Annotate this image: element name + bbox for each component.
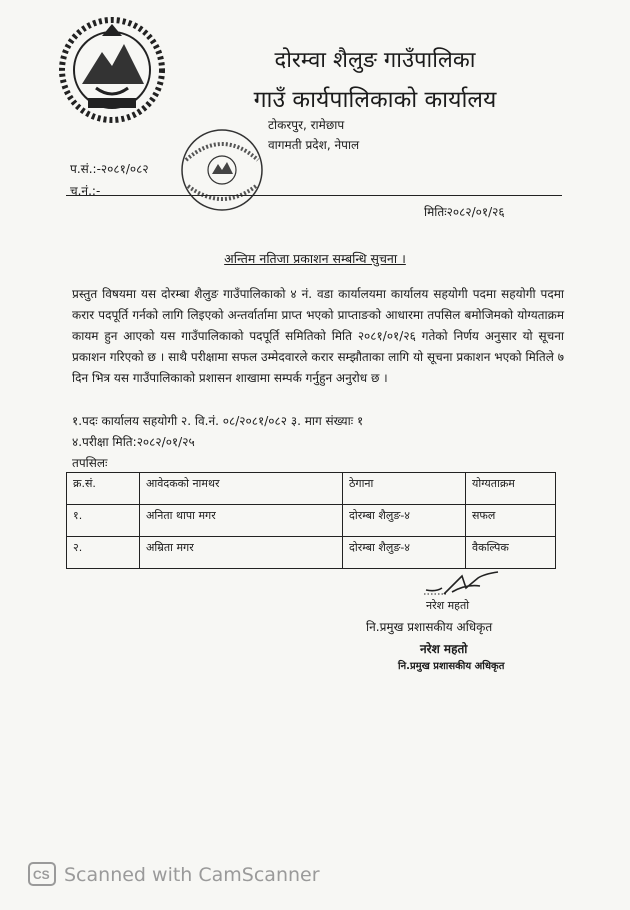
cell-serial: १. xyxy=(67,505,140,537)
cell-merit: वैकल्पिक xyxy=(466,537,556,569)
col-serial: क्र.सं. xyxy=(67,473,140,505)
notice-subject: अन्तिम नतिजा प्रकाशन सम्बन्धि सुचना । xyxy=(224,251,406,266)
signature-stamp-name: नरेश महतो xyxy=(420,642,468,656)
table-row xyxy=(67,537,556,569)
svg-text:CS: CS xyxy=(33,868,50,882)
cell-address: दोरम्बा शैलुङ-४ xyxy=(343,505,466,537)
notice-body: प्रस्तुत विषयमा यस दोरम्बा शैलुङ गाउँपालिकाको ४ नं. वडा कार्यालयमा कार्यालय सहयोगी पदमा सहयोगी पदमा करार पदपूर्ति गर्नको लागि लिइएको अन्तर्वार्तामा प्राप्त भएको प्राप्ताङको आधारमा तपसिल बमोजिमको योग्यताक्रम कायम हुन आएको यस गाउँपालिकाको पदपूर्ति समितिको मिति २०८१/०१/२६ गतेको निर्णय अनुसार यो सूचना प्रकाशन गरिएको छ । साथै परीक्षामा सफल उम्मेदवारले करार सम्झौताका लागि यो सूचना प्रकाशन भएको मितिले ७ दिन भित्र यस गाउँपालिकाको प्रशासन शाखामा सम्पर्क गर्नुहुन अनुरोध छ । xyxy=(72,287,564,385)
cell-name: अनिता थापा मगर xyxy=(140,505,343,537)
header-divider xyxy=(66,195,562,196)
table-row xyxy=(67,505,556,537)
office-round-stamp xyxy=(170,126,274,214)
cell-merit: सफल xyxy=(466,505,556,537)
cell-serial: २. xyxy=(67,537,140,569)
col-name: आवेदकको नामथर xyxy=(140,473,343,505)
post-details: १.पदः कार्यालय सहयोगी २. वि.नं. ०८/२०८१/०८२ ३. माग संख्याः १ xyxy=(72,414,364,428)
scanner-watermark: Scanned with CamScanner xyxy=(64,864,320,886)
dispatch-number: च.नं.:- xyxy=(70,184,101,198)
handwritten-signature xyxy=(422,566,502,602)
municipality-name: दोरम्वा शैलुङ गाउँपालिका xyxy=(274,48,476,73)
exam-date: ४.परीक्षा मिति:२०८२/०१/२५ xyxy=(72,435,195,449)
cell-name: अम्रिता मगर xyxy=(140,537,343,569)
table-header-row xyxy=(67,473,556,505)
notice-date: मितिः२०८२/०१/२६ xyxy=(424,205,505,219)
address-line-1: टोकरपुर, रामेछाप xyxy=(268,118,345,132)
camscanner-icon xyxy=(28,862,56,886)
letter-number: प.सं.:-२०८१/०८२ xyxy=(70,162,149,176)
details-label: तपसिलः xyxy=(72,456,108,470)
col-merit: योग्यताक्रम xyxy=(466,473,556,505)
signatory-name: नरेश महतो xyxy=(426,599,470,612)
signatory-title: नि.प्रमुख प्रशासकीय अधिकृत xyxy=(366,620,493,634)
office-name: गाउँ कार्यपालिकाको कार्यालय xyxy=(253,87,497,113)
signature-stamp-title: नि.प्रमुख प्रशासकीय अधिकृत xyxy=(398,661,505,672)
col-address: ठेगाना xyxy=(343,473,466,505)
cell-address: दोरम्बा शैलुङ-४ xyxy=(343,537,466,569)
results-table xyxy=(66,472,556,569)
address-line-2: वागमती प्रदेश, नेपाल xyxy=(268,138,360,152)
